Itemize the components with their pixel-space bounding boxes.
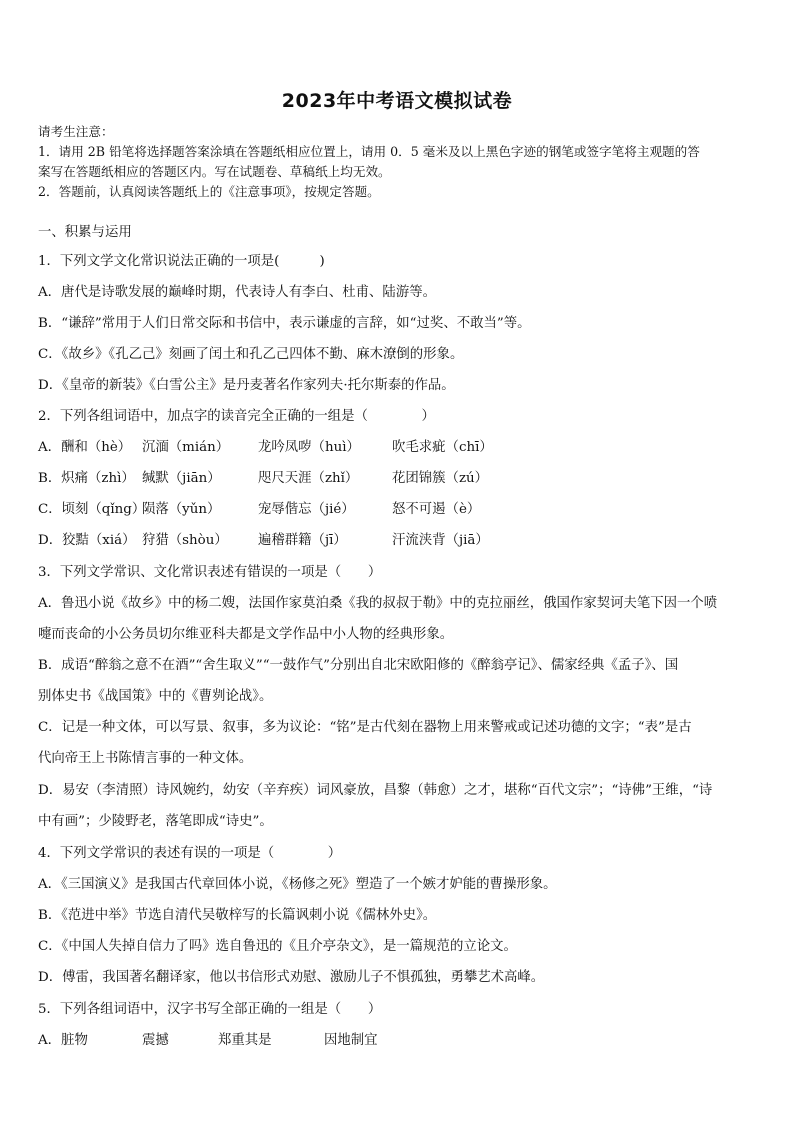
option-word: 因地制宜 bbox=[324, 1033, 378, 1048]
option-word: 遍稽群籍（jī） bbox=[258, 533, 347, 548]
question-3-option-a-line1: A．鲁迅小说《故乡》中的杨二嫂，法国作家莫泊桑《我的叔叔于勒》中的克拉丽丝，俄国作家契诃夫笔下因一个喷 bbox=[38, 596, 718, 611]
page-title: 2023年中考语文模拟试卷 bbox=[281, 90, 513, 112]
question-3-option-b-line2: 别体史书《战国策》中的《曹刿论战》。 bbox=[38, 689, 273, 704]
notice-heading: 请考生注意： bbox=[38, 124, 114, 139]
option-word: A．脏物 bbox=[38, 1033, 88, 1048]
question-4-option-d: D．傅雷，我国著名翻译家，他以书信形式劝慰、激励儿子不惧孤独，勇攀艺术高峰。 bbox=[38, 970, 545, 985]
question-4-option-b: B．《范进中举》节选自清代吴敬梓写的长篇讽刺小说《儒林外史》。 bbox=[38, 908, 437, 923]
section-heading: 一、积累与运用 bbox=[38, 225, 132, 240]
question-1-stem: 1．下列文学文化常识说法正确的一项是( ) bbox=[38, 254, 325, 269]
option-word: 震撼 bbox=[142, 1033, 169, 1048]
question-4-option-c: C．《中国人失掉自信力了吗》选自鲁迅的《且介亭杂文》，是一篇规范的立论文。 bbox=[38, 939, 517, 954]
question-3-option-d-line1: D．易安（李清照）诗风婉约，幼安（辛弃疾）词风豪放，昌黎（韩愈）之才，堪称“百代文宗”；“诗佛”王维，“诗 bbox=[38, 783, 713, 798]
notice-line-1b: 案写在答题纸相应的答题区内。写在试题卷、草稿纸上均无效。 bbox=[38, 164, 391, 179]
question-3-stem: 3．下列文学常识、文化常识表述有错误的一项是（ ） bbox=[38, 565, 382, 580]
question-3-option-d-line2: 中有画”；少陵野老，落笔即成“诗史”。 bbox=[38, 814, 273, 829]
question-2-option-b bbox=[38, 467, 488, 486]
option-word: 吹毛求疵（chī） bbox=[392, 440, 493, 455]
option-word: C．顷刻（qǐng） bbox=[38, 502, 146, 517]
option-word: 花团锦簇（zú） bbox=[392, 471, 489, 486]
option-word: 郑重其是 bbox=[218, 1033, 272, 1048]
option-word: D．狡黠（xiá） bbox=[38, 533, 136, 548]
option-word: 缄默（jiān） bbox=[142, 471, 221, 486]
option-word: 宠辱偕忘（jié） bbox=[258, 502, 355, 517]
question-4-stem: 4．下列文学常识的表述有误的一项是（ ） bbox=[38, 846, 342, 861]
question-1-option-a: A．唐代是诗歌发展的巅峰时期，代表诗人有李白、杜甫、陆游等。 bbox=[38, 285, 436, 300]
question-2-stem: 2．下列各组词语中，加点字的读音完全正确的一组是（ ） bbox=[38, 409, 435, 424]
question-5-option-a bbox=[38, 1029, 378, 1048]
notice-line-1a: 1．请用 2B 铅笔将选择题答案涂填在答题纸相应位置上，请用 0．5 毫米及以上黑色字迹的钢笔或签字笔将主观题的答 bbox=[38, 144, 700, 159]
option-word: 龙吟凤哕（huì） bbox=[258, 440, 360, 455]
option-word: B．炽痛（zhì） bbox=[38, 471, 135, 486]
option-word: 陨落（yǔn） bbox=[142, 502, 221, 517]
question-3-option-c-line1: C．记是一种文体，可以写景、叙事，多为议论：“铭”是古代刻在器物上用来警戒或记述功德的文字；“表”是古 bbox=[38, 720, 692, 735]
question-1-option-b: B．“谦辞”常用于人们日常交际和书信中，表示谦虚的言辞，如“过奖、不敢当”等。 bbox=[38, 316, 531, 331]
option-word: 狩猎（shòu） bbox=[142, 533, 228, 548]
option-word: 咫尺天涯（zhǐ） bbox=[258, 471, 359, 486]
question-1-option-d: D．《皇帝的新装》《白雪公主》是丹麦著名作家列夫·托尔斯泰的作品。 bbox=[38, 378, 455, 393]
option-word: 怒不可遏（è） bbox=[392, 502, 481, 517]
option-word: A．酬和（hè） bbox=[38, 440, 132, 455]
question-4-option-a: A．《三国演义》是我国古代章回体小说，《杨修之死》塑造了一个嫉才妒能的曹操形象。 bbox=[38, 877, 557, 892]
question-5-stem: 5．下列各组词语中，汉字书写全部正确的一组是（ ） bbox=[38, 1002, 382, 1017]
question-2-option-d bbox=[38, 529, 489, 548]
option-word: 沉湎（mián） bbox=[142, 440, 230, 455]
question-3-option-b-line1: B．成语“醉翁之意不在酒”“舍生取义”“一鼓作气”分别出自北宋欧阳修的《醉翁亭记》、儒家经典《孟子》、国 bbox=[38, 658, 679, 673]
question-2-option-a bbox=[38, 436, 493, 455]
option-word: 汗流浃背（jiā） bbox=[392, 533, 489, 548]
notice-line-2: 2．答题前，认真阅读答题纸上的《注意事项》，按规定答题。 bbox=[38, 184, 380, 199]
question-2-option-c bbox=[38, 498, 480, 517]
question-3-option-c-line2: 代向帝王上书陈情言事的一种文体。 bbox=[38, 751, 253, 766]
question-1-option-c: C．《故乡》《孔乙己》刻画了闰土和孔乙己四体不勤、麻木潦倒的形象。 bbox=[38, 347, 464, 362]
question-3-option-a-line2: 嚏而丧命的小公务员切尔维亚科夫都是文学作品中小人物的经典形象。 bbox=[38, 627, 454, 642]
